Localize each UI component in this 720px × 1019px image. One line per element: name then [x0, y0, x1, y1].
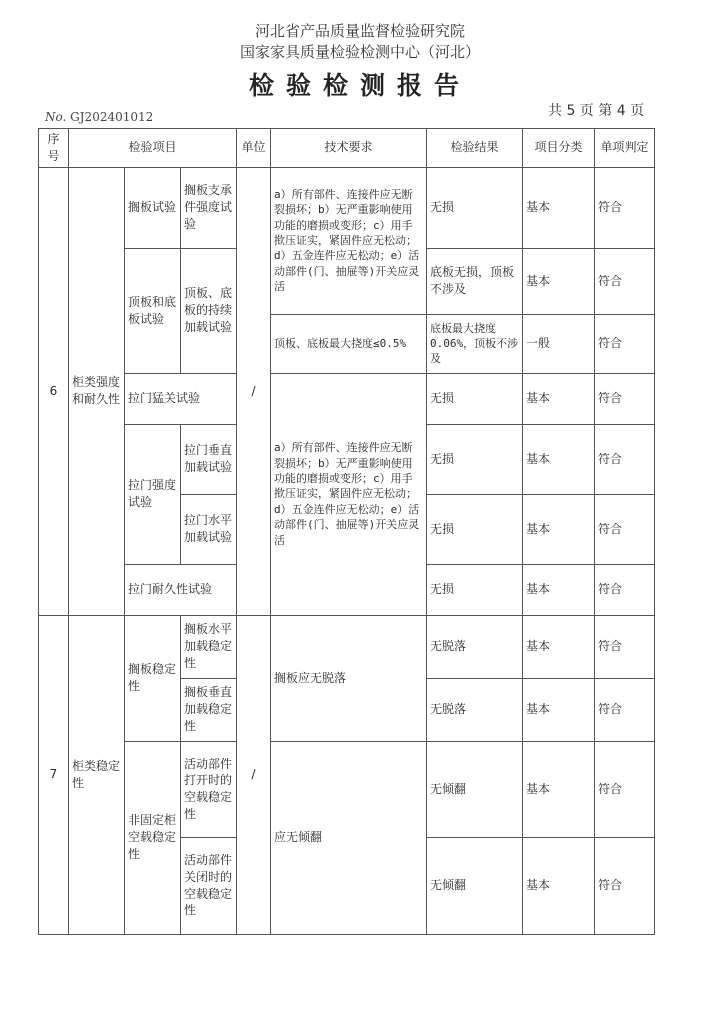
class-7-2: 基本: [523, 678, 595, 741]
class-6-6: 基本: [523, 494, 595, 564]
class-7-1: 基本: [523, 615, 595, 678]
result-6-5: 无损: [427, 424, 523, 494]
table-row: [39, 373, 655, 424]
result-6-2: 底板无损，顶板不涉及: [427, 248, 523, 314]
class-7-3: 基本: [523, 741, 595, 837]
result-7-4: 无倾翻: [427, 837, 523, 934]
page-info: 共 5 页 第 4 页: [548, 103, 645, 119]
group-shelf-stability: 搁板稳定性: [125, 615, 181, 741]
verdict-6-5: 符合: [595, 424, 655, 494]
item-door-durability: 拉门耐久性试验: [125, 564, 237, 615]
item-closed-stability: 活动部件关闭时的空载稳定性: [181, 837, 237, 934]
class-6-4: 基本: [523, 373, 595, 424]
verdict-6-3: 符合: [595, 314, 655, 373]
item-shelf-support: 搁板支承件强度试验: [181, 167, 237, 248]
requirement-tip: 应无倾翻: [271, 741, 427, 934]
item-top-bottom-load: 顶板、底板的持续加载试验: [181, 248, 237, 373]
class-6-2: 基本: [523, 248, 595, 314]
result-6-6: 无损: [427, 494, 523, 564]
item-door-slam: 拉门猛关试验: [125, 373, 237, 424]
requirement-6a: a）所有部件、连接件应无断裂损坏；b）无严重影响使用功能的磨损或变形；c）用手揿压证实，紧固件应无松动；d）五金连件应无松动；e）活动部件(门、抽屉等)开关应灵活: [271, 167, 427, 314]
verdict-7-3: 符合: [595, 741, 655, 837]
class-6-3: 一般: [523, 314, 595, 373]
item-open-stability: 活动部件打开时的空载稳定性: [181, 741, 237, 837]
requirement-6b: a）所有部件、连接件应无断裂损坏；b）无严重影响使用功能的磨损或变形；c）用手揿压证实，紧固件应无松动；d）五金连件应无松动；e）活动部件(门、抽屉等)开关应灵活: [271, 373, 427, 615]
col-header-item: 检验项目: [69, 129, 237, 168]
col-header-verdict: 单项判定: [595, 129, 655, 168]
unit-7: /: [237, 615, 271, 934]
group-shelf-test: 搁板试验: [125, 167, 181, 248]
seq-7: 7: [39, 615, 69, 934]
unit-6: /: [237, 167, 271, 615]
class-6-5: 基本: [523, 424, 595, 494]
verdict-6-6: 符合: [595, 494, 655, 564]
verdict-7-4: 符合: [595, 837, 655, 934]
result-6-3: 底板最大挠度0.06%，顶板不涉及: [427, 314, 523, 373]
class-6-1: 基本: [523, 167, 595, 248]
result-6-1: 无损: [427, 167, 523, 248]
group-top-bottom: 顶板和底板试验: [125, 248, 181, 373]
table-header-row: [39, 129, 655, 168]
category-7: 柜类稳定性: [69, 615, 125, 934]
center-name: 国家家具质量检验检测中心（河北）: [239, 43, 480, 61]
verdict-7-2: 符合: [595, 678, 655, 741]
verdict-6-4: 符合: [595, 373, 655, 424]
table-row: [39, 615, 655, 678]
institute-name: 河北省产品质量监督检验研究院: [254, 22, 465, 40]
table-row: [39, 741, 655, 837]
col-header-seq: 序号: [39, 129, 69, 168]
item-shelf-horizontal: 搁板水平加载稳定性: [181, 615, 237, 678]
result-6-7: 无损: [427, 564, 523, 615]
col-header-result: 检验结果: [427, 129, 523, 168]
requirement-shelf: 搁板应无脱落: [271, 615, 427, 741]
inspection-table: [38, 128, 655, 935]
item-door-horizontal: 拉门水平加载试验: [181, 494, 237, 564]
col-header-unit: 单位: [237, 129, 271, 168]
verdict-6-7: 符合: [595, 564, 655, 615]
verdict-7-1: 符合: [595, 615, 655, 678]
category-6: 柜类强度和耐久性: [69, 167, 125, 615]
result-7-1: 无脱落: [427, 615, 523, 678]
col-header-class: 项目分类: [523, 129, 595, 168]
table-row: [39, 167, 655, 248]
item-door-vertical: 拉门垂直加载试验: [181, 424, 237, 494]
requirement-deflection: 顶板、底板最大挠度≤0.5%: [271, 314, 427, 373]
col-header-requirement: 技术要求: [271, 129, 427, 168]
item-shelf-vertical: 搁板垂直加载稳定性: [181, 678, 237, 741]
class-6-7: 基本: [523, 564, 595, 615]
report-number-value: GJ202401012: [70, 110, 154, 124]
result-7-3: 无倾翻: [427, 741, 523, 837]
group-door-strength: 拉门强度试验: [125, 424, 181, 564]
report-number-label: No.: [45, 110, 67, 124]
seq-6: 6: [39, 167, 69, 615]
verdict-6-2: 符合: [595, 248, 655, 314]
verdict-6-1: 符合: [595, 167, 655, 248]
report-title: 检验检测报告: [248, 71, 471, 100]
result-7-2: 无脱落: [427, 678, 523, 741]
class-7-4: 基本: [523, 837, 595, 934]
group-nonfixed-stability: 非固定柜空载稳定性: [125, 741, 181, 934]
report-number: [45, 110, 153, 124]
result-6-4: 无损: [427, 373, 523, 424]
